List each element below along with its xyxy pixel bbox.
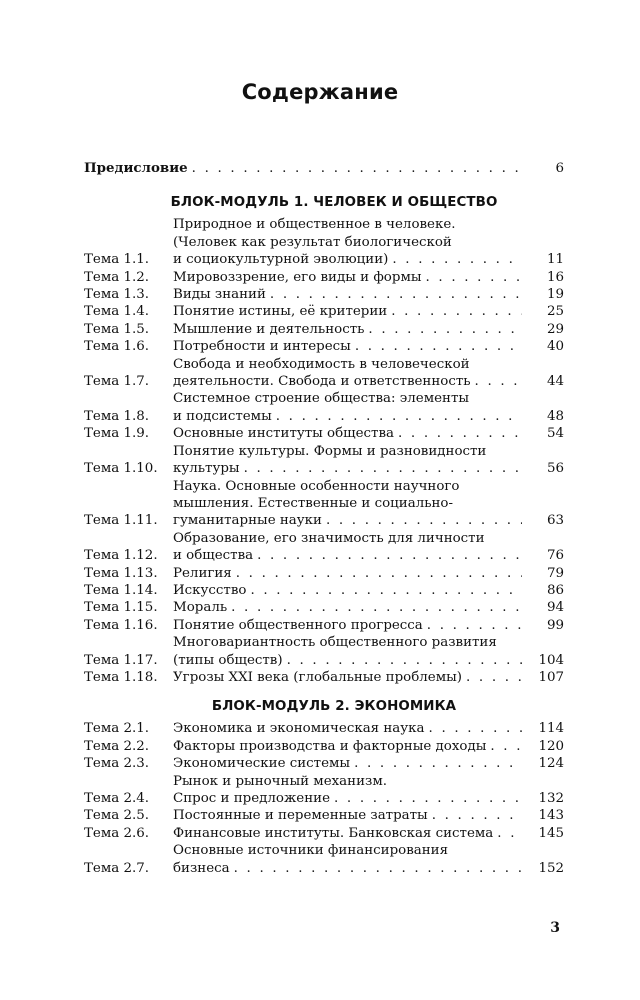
toc-entry [84, 825, 564, 842]
toc-entry-number: Тема 2.7. [84, 860, 150, 876]
toc-entry [84, 773, 564, 808]
dot-leader [192, 160, 522, 177]
toc-entry [84, 216, 564, 268]
toc-entry [84, 582, 564, 599]
toc-entry-number: Тема 1.11. [84, 513, 158, 529]
dot-leader [429, 720, 522, 737]
toc-entry-title-line: Факторы производства и факторные доходы [173, 738, 487, 754]
dot-leader [355, 338, 522, 355]
toc-entry-page: 120 [538, 738, 564, 754]
toc-entry-title-line: Многовариантность общественного развития [173, 635, 497, 651]
toc-entry-number: Тема 1.6. [84, 339, 150, 355]
toc-entry-title-line: Постоянные и переменные затраты [173, 808, 428, 824]
toc-entry-title-line: Мировоззрение, его виды и формы [173, 269, 422, 285]
block-module-heading: БЛОК-МОДУЛЬ 2. ЭКОНОМИКА [211, 699, 457, 715]
toc-entry [84, 443, 564, 478]
toc-entry-title-line: Спрос и предложение [173, 791, 330, 806]
dot-leader [426, 269, 522, 286]
page-number: 3 [550, 920, 560, 936]
toc-entry-number: Тема 1.15. [84, 600, 158, 616]
toc-entry-page: 29 [546, 321, 564, 337]
dot-leader [466, 669, 522, 686]
toc-entry-page: 99 [546, 617, 564, 633]
toc-entry-title-line: Понятие культуры. Формы и разновидности [173, 443, 487, 459]
toc-entry-page: 86 [546, 582, 564, 598]
toc-entry-title-line: и социокультурной эволюции) [173, 252, 389, 268]
toc-entry-number: Тема 1.2. [84, 269, 150, 285]
toc-entry [84, 565, 564, 582]
dot-leader [287, 652, 522, 669]
toc-entry-number: Тема 2.5. [84, 808, 150, 824]
dot-leader [257, 547, 522, 564]
dot-leader [326, 512, 522, 529]
toc-entry-title-line: Образование, его значимость для личности [173, 530, 485, 546]
toc-entry [84, 269, 564, 286]
toc-entry-number: Тема 2.4. [84, 791, 150, 806]
dot-leader [398, 425, 522, 442]
toc-entry-preface [84, 160, 564, 177]
toc-entry-title-line: Основные источники финансирования [173, 843, 449, 859]
toc-entry [84, 738, 564, 755]
toc-entry-page: 19 [546, 287, 564, 303]
dot-leader [490, 738, 522, 755]
toc-entry-title-line: Свобода и необходимость в человеческой [173, 356, 470, 372]
toc-entry-title-line: Понятие общественного прогресса [173, 617, 423, 633]
toc-entry-number: Тема 2.3. [84, 756, 150, 772]
toc-entry-title-line: бизнеса [173, 860, 230, 876]
toc-entry-title-line: Религия [173, 565, 232, 581]
toc-entry-title-line: Экономика и экономическая наука [173, 721, 425, 737]
toc-entry-page: 48 [546, 408, 564, 424]
dot-leader [270, 286, 522, 303]
toc-entry-title-line: Мораль [173, 600, 228, 616]
toc-entry-page: 25 [546, 304, 564, 320]
toc-entry-number: Тема 1.9. [84, 426, 150, 442]
toc-entry-page: 76 [546, 548, 564, 564]
toc-entry-page: 16 [546, 269, 564, 285]
toc-entry [84, 842, 564, 877]
toc-entry-title-line: и общества [173, 548, 254, 564]
table-of-contents [84, 160, 564, 877]
toc-entry-title-line: (типы обществ) [173, 652, 283, 668]
toc-entry [84, 303, 564, 320]
toc-entry-number: Тема 1.1. [84, 252, 150, 268]
toc-entry [84, 634, 564, 669]
toc-entry [84, 599, 564, 616]
toc-entry-title-line: культуры [173, 461, 240, 477]
toc-entry-number: Тема 1.17. [84, 652, 158, 668]
toc-entry-page: 11 [546, 252, 564, 268]
dot-leader [475, 373, 522, 390]
dot-leader [236, 565, 522, 582]
toc-entry-page: 6 [555, 161, 564, 176]
dot-leader [392, 251, 522, 268]
dot-leader [234, 860, 522, 877]
toc-entry-title-line: Финансовые институты. Банковская система [173, 825, 494, 841]
toc-entry-title-line: Мышление и деятельность [173, 321, 365, 337]
toc-entry-page: 54 [546, 426, 564, 442]
toc-entry-number: Тема 1.8. [84, 408, 150, 424]
toc-entry-title-line: Природное и общественное в человеке. [173, 217, 456, 233]
dot-leader [334, 790, 522, 807]
toc-entry-page: 79 [546, 565, 564, 581]
toc-entry-title-line: Угрозы XXI века (глобальные проблемы) [173, 669, 462, 685]
toc-entry [84, 356, 564, 391]
dot-leader [250, 582, 522, 599]
toc-entry-page: 56 [546, 461, 564, 477]
toc-entry-number: Тема 1.10. [84, 461, 158, 477]
toc-entry [84, 755, 564, 772]
toc-entry [84, 807, 564, 824]
dot-leader [244, 460, 522, 477]
toc-entry-number: Тема 1.13. [84, 565, 158, 581]
dot-leader [354, 755, 522, 772]
toc-entry-page: 107 [538, 669, 564, 685]
toc-entry-page: 145 [538, 825, 564, 841]
toc-entry-number: Тема 1.14. [84, 582, 158, 598]
toc-entry-page: 152 [538, 860, 564, 876]
page-title: Содержание [241, 80, 399, 104]
toc-entry-title-line: Виды знаний [173, 287, 266, 303]
dot-leader [427, 617, 522, 634]
toc-entry-title-line: Системное строение общества: элементы [173, 391, 470, 407]
toc-entry-title-line: Экономические системы [173, 756, 351, 772]
toc-entry-title-line: деятельности. Свобода и ответственность [173, 374, 471, 390]
toc-entry [84, 478, 564, 530]
toc-entry-page: 94 [546, 600, 564, 616]
toc-entry-number: Тема 1.12. [84, 548, 158, 564]
toc-entry-page: 44 [546, 374, 564, 390]
dot-leader [276, 408, 522, 425]
toc-entry-page: 124 [538, 756, 564, 772]
toc-entry-number: Тема 2.6. [84, 825, 150, 841]
dot-leader [231, 599, 522, 616]
toc-entry [84, 321, 564, 338]
toc-entry-page: 143 [538, 808, 564, 824]
dot-leader [368, 321, 522, 338]
toc-entry-page: 114 [538, 721, 564, 737]
toc-entry-number: Тема 1.4. [84, 304, 150, 320]
dot-leader [432, 807, 522, 824]
toc-entry-title-line: Понятие истины, её критерии [173, 304, 388, 320]
toc-entry [84, 425, 564, 442]
toc-entry-number: Тема 1.18. [84, 669, 158, 685]
toc-entry [84, 390, 564, 425]
toc-entry-number: Тема 1.16. [84, 617, 158, 633]
toc-entry-number: Тема 1.7. [84, 374, 150, 390]
toc-entry-title-line: (Человек как результат биологической [173, 234, 452, 250]
toc-entry [84, 286, 564, 303]
toc-entry-title-line: Основные институты общества [173, 426, 394, 442]
toc-entry-title-line: мышления. Естественные и социально- [173, 495, 454, 511]
toc-entry-page: 63 [546, 513, 564, 529]
toc-entry [84, 720, 564, 737]
toc-entry [84, 338, 564, 355]
toc-entry [84, 530, 564, 565]
block-module-heading: БЛОК-МОДУЛЬ 1. ЧЕЛОВЕК И ОБЩЕСТВО [170, 195, 498, 211]
dot-leader [497, 825, 522, 842]
toc-entry-title-line: гуманитарные науки [173, 513, 322, 529]
toc-entry-number: Тема 1.5. [84, 321, 150, 337]
toc-entry-number: Тема 2.2. [84, 738, 150, 754]
dot-leader [391, 303, 522, 320]
toc-entry-number: Тема 1.3. [84, 287, 150, 303]
toc-entry-title-line: Искусство [173, 582, 247, 598]
toc-entry-page: 104 [538, 652, 564, 668]
toc-entry-title-line: и подсистемы [173, 408, 272, 424]
toc-entry-title-line: Рынок и рыночный механизм. [173, 773, 387, 789]
toc-entry-page: 40 [546, 339, 564, 355]
toc-entry-title-line: Потребности и интересы [173, 339, 351, 355]
toc-entry-title-line: Наука. Основные особенности научного [173, 478, 460, 494]
toc-entry [84, 617, 564, 634]
toc-entry [84, 669, 564, 686]
toc-entry-title: Предисловие [84, 160, 188, 176]
toc-entry-page: 132 [538, 791, 564, 806]
toc-entry-number: Тема 2.1. [84, 721, 150, 737]
